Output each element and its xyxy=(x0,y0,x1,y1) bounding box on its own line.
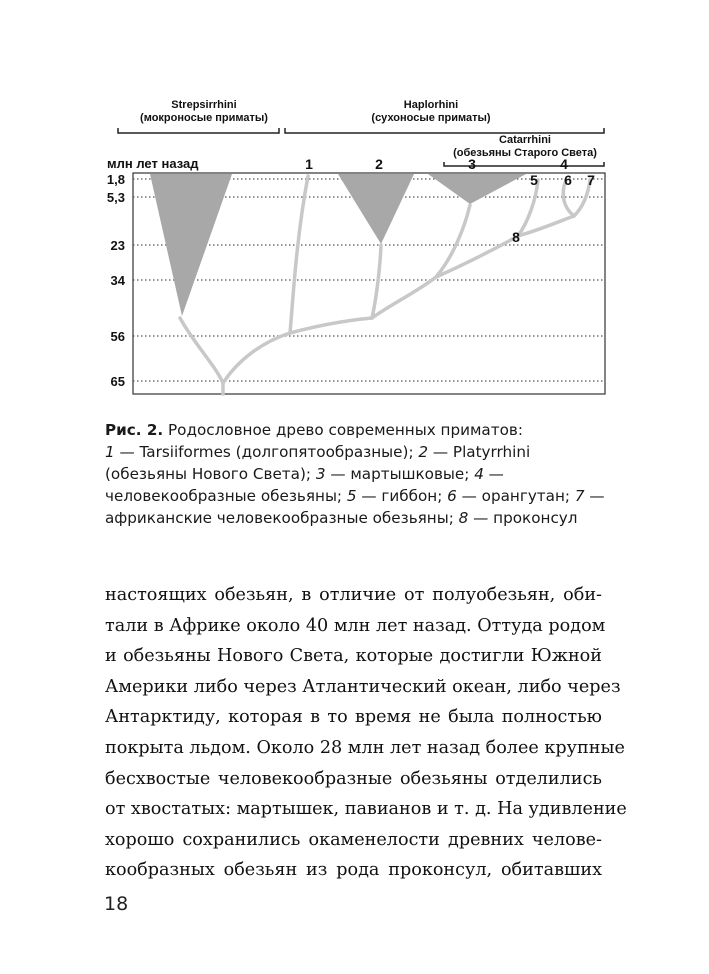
body-paragraph xyxy=(105,580,627,886)
body-line: и обезьяны Нового Света, которые достигли Южной xyxy=(105,646,602,667)
branch-label-8: 8 xyxy=(512,229,520,245)
cercopithecidae-radiation xyxy=(428,174,526,204)
axis-title: млн лет назад xyxy=(107,156,199,171)
body-line: настоящих обезьян, в отличие от полуобезьян, оби- xyxy=(105,585,602,605)
branch-label-4: 4 xyxy=(560,156,568,172)
caption-title: Родословное древо современных приматов: xyxy=(163,421,523,439)
caption-item-num: 7 xyxy=(574,487,585,505)
body-line: Америки либо через Атлантический океан, либо через xyxy=(105,676,621,697)
caption-item-num: 2 xyxy=(418,443,429,461)
branch-label-6: 6 xyxy=(564,172,572,188)
platyrrhini-branch xyxy=(372,245,381,318)
haplorhini-label: Haplorhini xyxy=(403,99,459,111)
time-tick: 65 xyxy=(110,374,125,389)
caption-label: Рис. 2. xyxy=(105,421,164,439)
primate-phylogeny-figure xyxy=(0,0,709,400)
haplorhini-bracket xyxy=(285,128,604,133)
time-tick: 23 xyxy=(110,238,125,253)
catarrhini-label: Catarrhini xyxy=(499,134,551,146)
caption-item-num: 8 xyxy=(458,509,469,527)
body-line: бесхвостые человекообразные обезьяны отделились xyxy=(105,768,602,789)
branch-label-5: 5 xyxy=(530,172,538,188)
branch-label-7: 7 xyxy=(587,172,595,188)
gibbon-branch xyxy=(518,180,538,236)
body-line: покрыта льдом. Около 28 млн лет назад более крупные xyxy=(105,737,625,758)
branch-label-1: 1 xyxy=(305,156,313,172)
caption-item-text: — орангутан; xyxy=(456,487,575,505)
time-tick: 34 xyxy=(110,273,125,288)
strepsirrhini-branch xyxy=(180,318,223,383)
body-line: тали в Африке около 40 млн лет назад. Оттуда родом xyxy=(105,615,606,636)
caption-item-text: — Platyrrhini (обезьяны Нового Света); xyxy=(105,443,531,483)
strepsirrhini-label: Strepsirrhini xyxy=(171,99,237,111)
caption-item-num: 5 xyxy=(346,487,357,505)
time-tick: 1,8 xyxy=(106,172,125,187)
haplorhini-desc: (сухоносые приматы) xyxy=(371,112,491,124)
strepsirrhini-desc: (мокроносые приматы) xyxy=(140,112,268,124)
caption-item-text: — проконсул xyxy=(468,509,578,527)
body-line: кообразных обезьян из рода проконсул, обитавших xyxy=(105,860,602,881)
caption-item-num: 4 xyxy=(474,465,484,483)
branch-label-3: 3 xyxy=(468,156,476,172)
caption-item-text: — человекообразные обезьяны; xyxy=(105,465,504,505)
anthropoidea-branch xyxy=(290,318,372,333)
branch-label-2: 2 xyxy=(375,156,383,172)
caption-item-num: 1 xyxy=(105,443,115,461)
body-line: от хвостатых: мартышек, павианов и т. д. На удивление xyxy=(105,799,627,820)
caption-item-num: 3 xyxy=(315,465,326,483)
time-tick: 5,3 xyxy=(106,190,125,205)
platyrrhini-radiation xyxy=(338,174,414,244)
phylogeny-diagram xyxy=(0,0,709,400)
strepsirrhini-bracket xyxy=(118,128,279,133)
time-tick: 56 xyxy=(110,329,125,344)
tarsiiformes-branch xyxy=(290,176,308,333)
haplorhini-branch xyxy=(223,333,290,383)
body-line: Антарктиду, которая в то время не была полностью xyxy=(105,707,602,728)
figure-caption xyxy=(105,419,605,529)
page-number: 18 xyxy=(104,893,129,915)
catarrhini-desc: (обезьяны Старого Света) xyxy=(453,147,597,159)
caption-item-num: 6 xyxy=(447,487,457,505)
caption-item-text: — мартышковые; xyxy=(325,465,475,483)
caption-item-text: — гиббон; xyxy=(356,487,448,505)
cercopithecidae-branch xyxy=(436,205,470,277)
caption-item-text: — африканские человекообразные обезьяны; xyxy=(105,487,605,527)
caption-item-text: — Tarsiiformes (долгопятообразные); xyxy=(114,443,419,461)
catarrhini-branch xyxy=(372,277,436,318)
body-line: хорошо сохранились окаменелости древних челове- xyxy=(105,829,602,850)
